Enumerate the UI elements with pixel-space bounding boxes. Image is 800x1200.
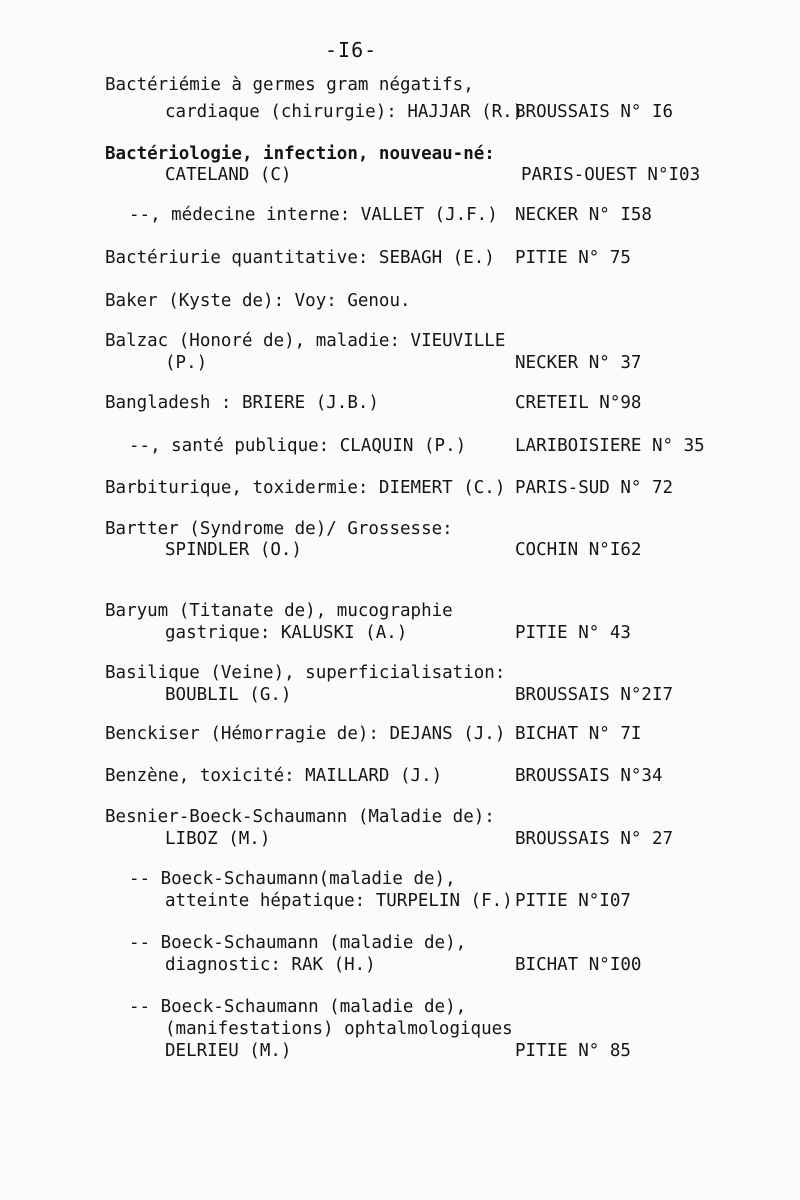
entry-heading: Bactériémie à germes gram négatifs, [105,75,474,95]
entry-continuation: gastrique: KALUSKI (A.) [165,623,408,643]
entry-location: BICHAT N° 7I [515,724,642,744]
entry-location: PARIS-SUD N° 72 [515,478,674,498]
entry-location: BROUSSAIS N° I6 [515,102,674,122]
entry-heading: -- Boeck-Schaumann(maladie de), [129,869,456,889]
entry-location: LARIBOISIERE N° 35 [515,436,705,456]
entry-continuation: BOUBLIL (G.) [165,685,292,705]
entry-heading: --, médecine interne: VALLET (J.F.) [129,205,498,225]
entry-location: PITIE N° 43 [515,623,631,643]
entry-heading: -- Boeck-Schaumann (maladie de), [129,933,467,953]
entry-heading: Basilique (Veine), superficialisation: [105,663,506,683]
entry-continuation: diagnostic: RAK (H.) [165,955,376,975]
entry-heading: Benzène, toxicité: MAILLARD (J.) [105,766,443,786]
entry-location: PITIE N° 85 [515,1041,631,1061]
entry-continuation: (P.) [165,353,208,373]
entry-continuation: atteinte hépatique: TURPELIN (F.) [165,891,513,911]
entry-location: NECKER N° 37 [515,353,642,373]
entry-heading: Barbiturique, toxidermie: DIEMERT (C.) [105,478,506,498]
entry-heading: Baker (Kyste de): Voy: Genou. [105,291,411,311]
entry-heading: Benckiser (Hémorragie de): DEJANS (J.) [105,724,506,744]
entry-location: NECKER N° I58 [515,205,652,225]
entry-location: PITIE N° 75 [515,248,631,268]
entry-location: BICHAT N°I00 [515,955,642,975]
page-number: -I6- [325,38,378,62]
entry-location: PARIS-OUEST N°I03 [521,165,701,185]
entry-location: BROUSSAIS N°2I7 [515,685,674,705]
entry-location: BROUSSAIS N° 27 [515,829,674,849]
entry-continuation: cardiaque (chirurgie): HAJJAR (R.) [165,102,524,122]
entry-continuation: DELRIEU (M.) [165,1041,292,1061]
entry-heading: Bactériurie quantitative: SEBAGH (E.) [105,248,495,268]
entry-continuation: (manifestations) ophtalmologiques [165,1019,513,1039]
entry-location: BROUSSAIS N°34 [515,766,663,786]
entry-location: CRETEIL N°98 [515,393,642,413]
entry-heading: Bangladesh : BRIERE (J.B.) [105,393,379,413]
entry-heading: Balzac (Honoré de), maladie: VIEUVILLE [105,331,506,351]
entry-heading: Bartter (Syndrome de)/ Grossesse: [105,519,453,539]
entry-continuation: CATELAND (C) [165,165,292,185]
entry-heading: --, santé publique: CLAQUIN (P.) [129,436,467,456]
entry-heading: -- Boeck-Schaumann (maladie de), [129,997,467,1017]
entry-heading: Besnier-Boeck-Schaumann (Maladie de): [105,807,495,827]
entry-heading: Bactériologie, infection, nouveau-né: [105,144,495,164]
entry-location: PITIE N°I07 [515,891,631,911]
entry-heading: Baryum (Titanate de), mucographie [105,601,453,621]
entry-continuation: SPINDLER (O.) [165,540,302,560]
entry-location: COCHIN N°I62 [515,540,642,560]
entry-continuation: LIBOZ (M.) [165,829,271,849]
